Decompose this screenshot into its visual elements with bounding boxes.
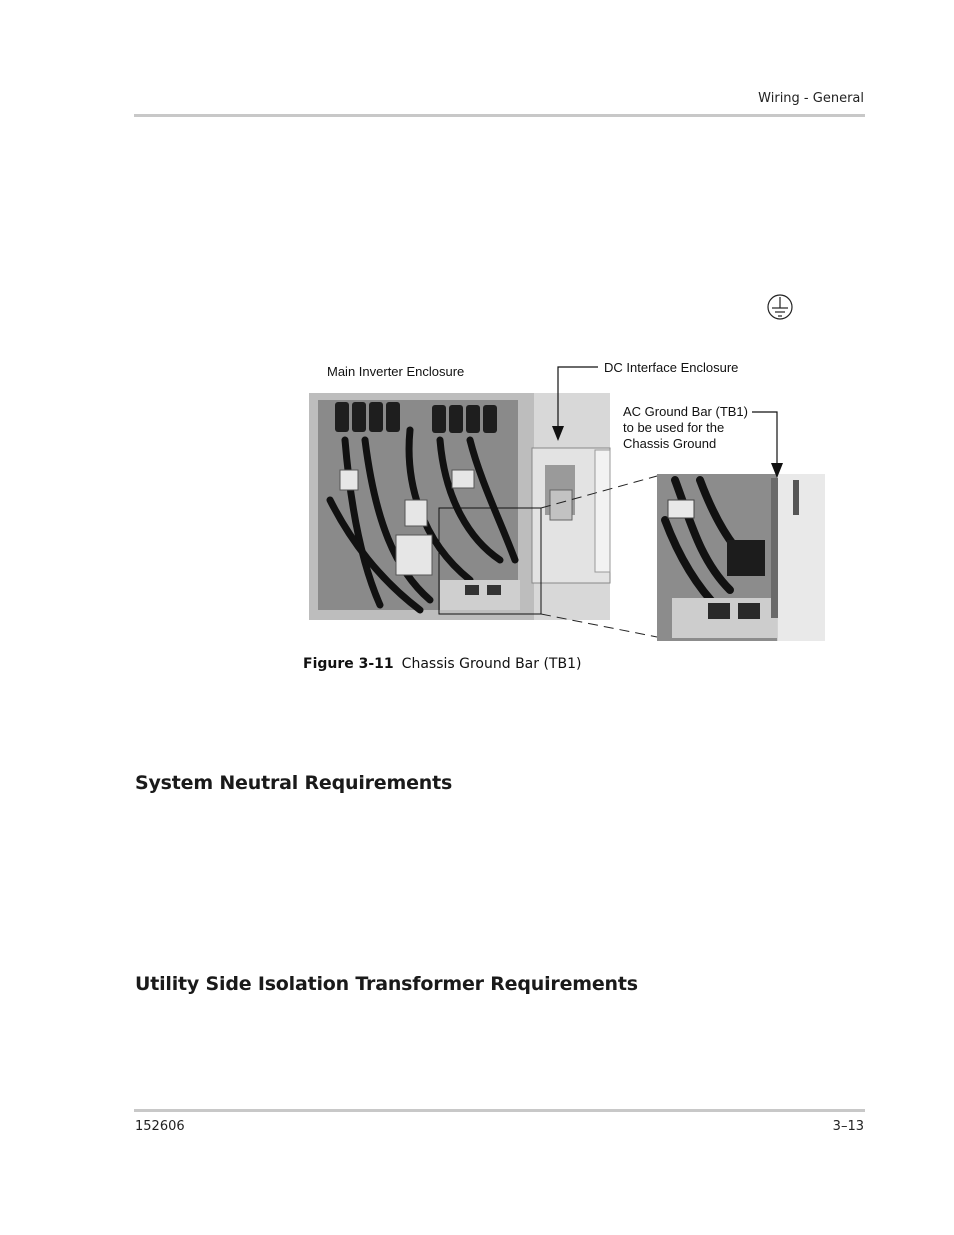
footer-rule — [134, 1109, 865, 1112]
ground-icon — [768, 295, 792, 319]
callout-ground-bar — [623, 404, 748, 452]
callout-dc-enclosure: DC Interface Enclosure — [604, 360, 739, 375]
callout-main-enclosure: Main Inverter Enclosure — [327, 364, 465, 379]
doc-number: 152606 — [135, 1119, 185, 1134]
zoom-lines — [541, 476, 657, 637]
callout-ground-bar-line1: AC Ground Bar (TB1) — [623, 404, 748, 419]
main-enclosure-photo — [309, 393, 610, 620]
figure-caption — [303, 656, 581, 672]
figure-label: Figure 3-11 — [303, 656, 394, 672]
heading-system-neutral: System Neutral Requirements — [135, 772, 453, 794]
heading-isolation-transformer: Utility Side Isolation Transformer Requirements — [135, 973, 638, 995]
figure-caption-text: Chassis Ground Bar (TB1) — [401, 656, 582, 672]
callout-ground-bar-line3: Chassis Ground — [623, 436, 717, 451]
header-rule — [134, 114, 865, 117]
running-header: Wiring - General — [758, 91, 864, 106]
page-number: 3–13 — [832, 1119, 864, 1134]
inset-photo — [657, 474, 825, 641]
callout-ground-bar-line2: to be used for the — [623, 420, 725, 435]
